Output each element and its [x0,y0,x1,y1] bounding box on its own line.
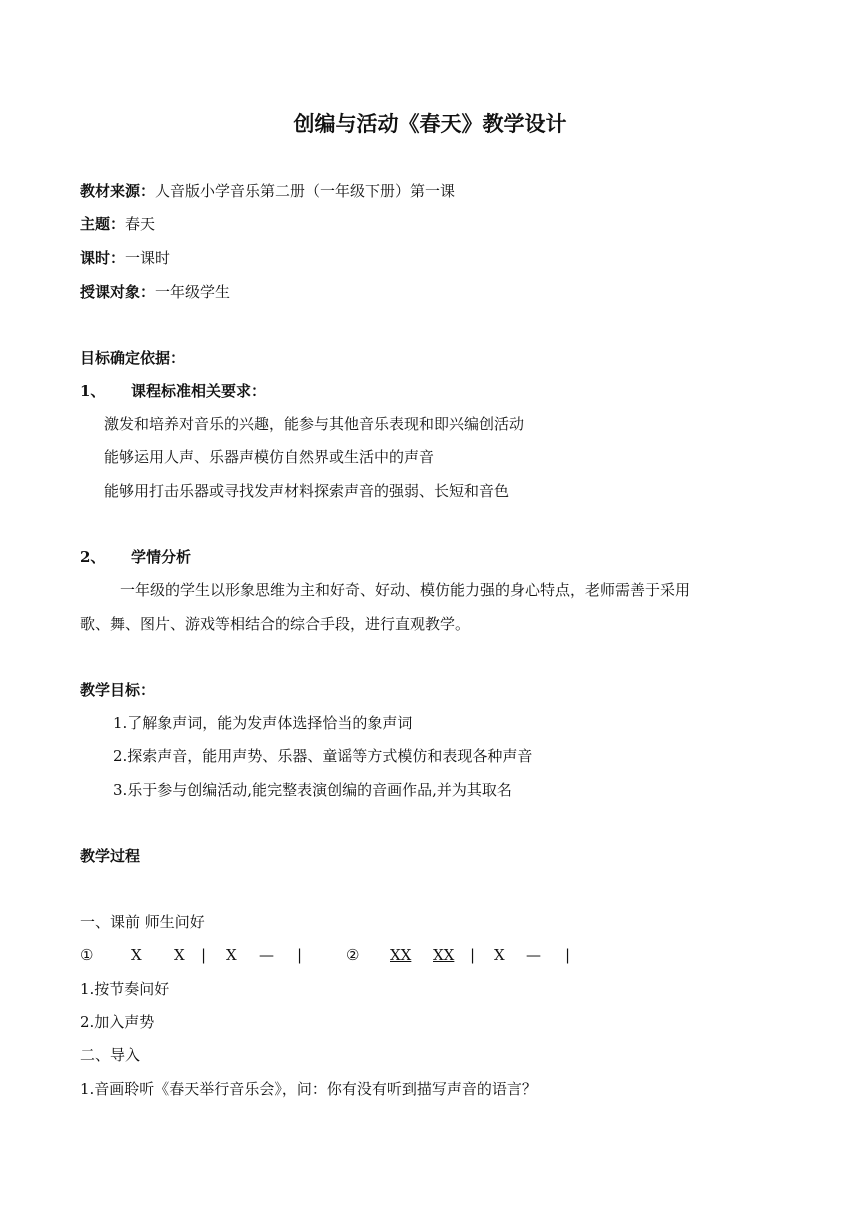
period-line [80,248,170,268]
step2-item: 1.音画聆听《春天举行音乐会》，问：你有没有听到描写声音的语言？ [80,1080,537,1098]
rhythm-dash: — [526,946,541,964]
rhythm-notation [0,945,860,965]
source-value: 人音版小学音乐第二册（一年级下册）第一课 [155,182,456,200]
audience-value: 一年级学生 [155,283,231,301]
step1-item: 1.按节奏问好 [80,980,170,998]
rhythm-note: X [494,946,505,964]
bar-line: | [201,946,207,964]
bar-line: | [565,946,571,964]
source-line [80,181,455,201]
rhythm-note: X [131,946,142,964]
audience-line [80,282,230,302]
bar-line: | [297,946,303,964]
theme-label: 主题： [80,215,126,233]
standard-item: 能够运用人声、乐器声模仿自然界或生活中的声音 [104,448,435,466]
period-value: 一课时 [125,249,171,267]
section2-number: 2、 [80,548,106,566]
step1-heading: 一、课前 师生问好 [80,913,205,931]
theme-line [80,214,155,234]
basis-heading: 目标确定依据： [80,349,186,367]
rhythm-eighth-pair: XX [390,946,412,964]
goal-item: 1.了解象声词，能为发声体选择恰当的象声词 [113,714,413,732]
theme-value: 春天 [125,215,156,233]
standard-item: 能够用打击乐器或寻找发声材料探索声音的强弱、长短和音色 [104,482,510,500]
circled-two: ② [346,946,360,964]
section2-title: 学情分析 [131,548,192,566]
goal-item: 2.探索声音，能用声势、乐器、童谣等方式模仿和表现各种声音 [113,747,533,765]
process-heading: 教学过程 [80,847,141,865]
audience-label: 授课对象： [80,283,156,301]
section1-title: 课程标准相关要求： [131,382,267,400]
rhythm-dash: — [259,946,274,964]
rhythm-note: X [174,946,185,964]
bar-line: | [470,946,476,964]
analysis-paragraph-line: 一年级的学生以形象思维为主和好奇、好动、模仿能力强的身心特点，老师需善于采用 [120,581,691,599]
period-label: 课时： [80,249,126,267]
step1-item: 2.加入声势 [80,1013,155,1031]
standard-item: 激发和培养对音乐的兴趣，能参与其他音乐表现和即兴编创活动 [104,415,525,433]
section1-number: 1、 [80,382,106,400]
rhythm-note: X [226,946,237,964]
source-label: 教材来源： [80,182,156,200]
circled-one: ① [80,946,94,964]
page-title: 创编与活动《春天》教学设计 [293,111,567,136]
analysis-paragraph-line: 歌、舞、图片、游戏等相结合的综合手段，进行直观教学。 [80,615,471,633]
goals-heading: 教学目标： [80,681,156,699]
step2-heading: 二、导入 [80,1046,141,1064]
rhythm-eighth-pair: XX [433,946,455,964]
goal-item: 3.乐于参与创编活动,能完整表演创编的音画作品,并为其取名 [113,781,512,799]
